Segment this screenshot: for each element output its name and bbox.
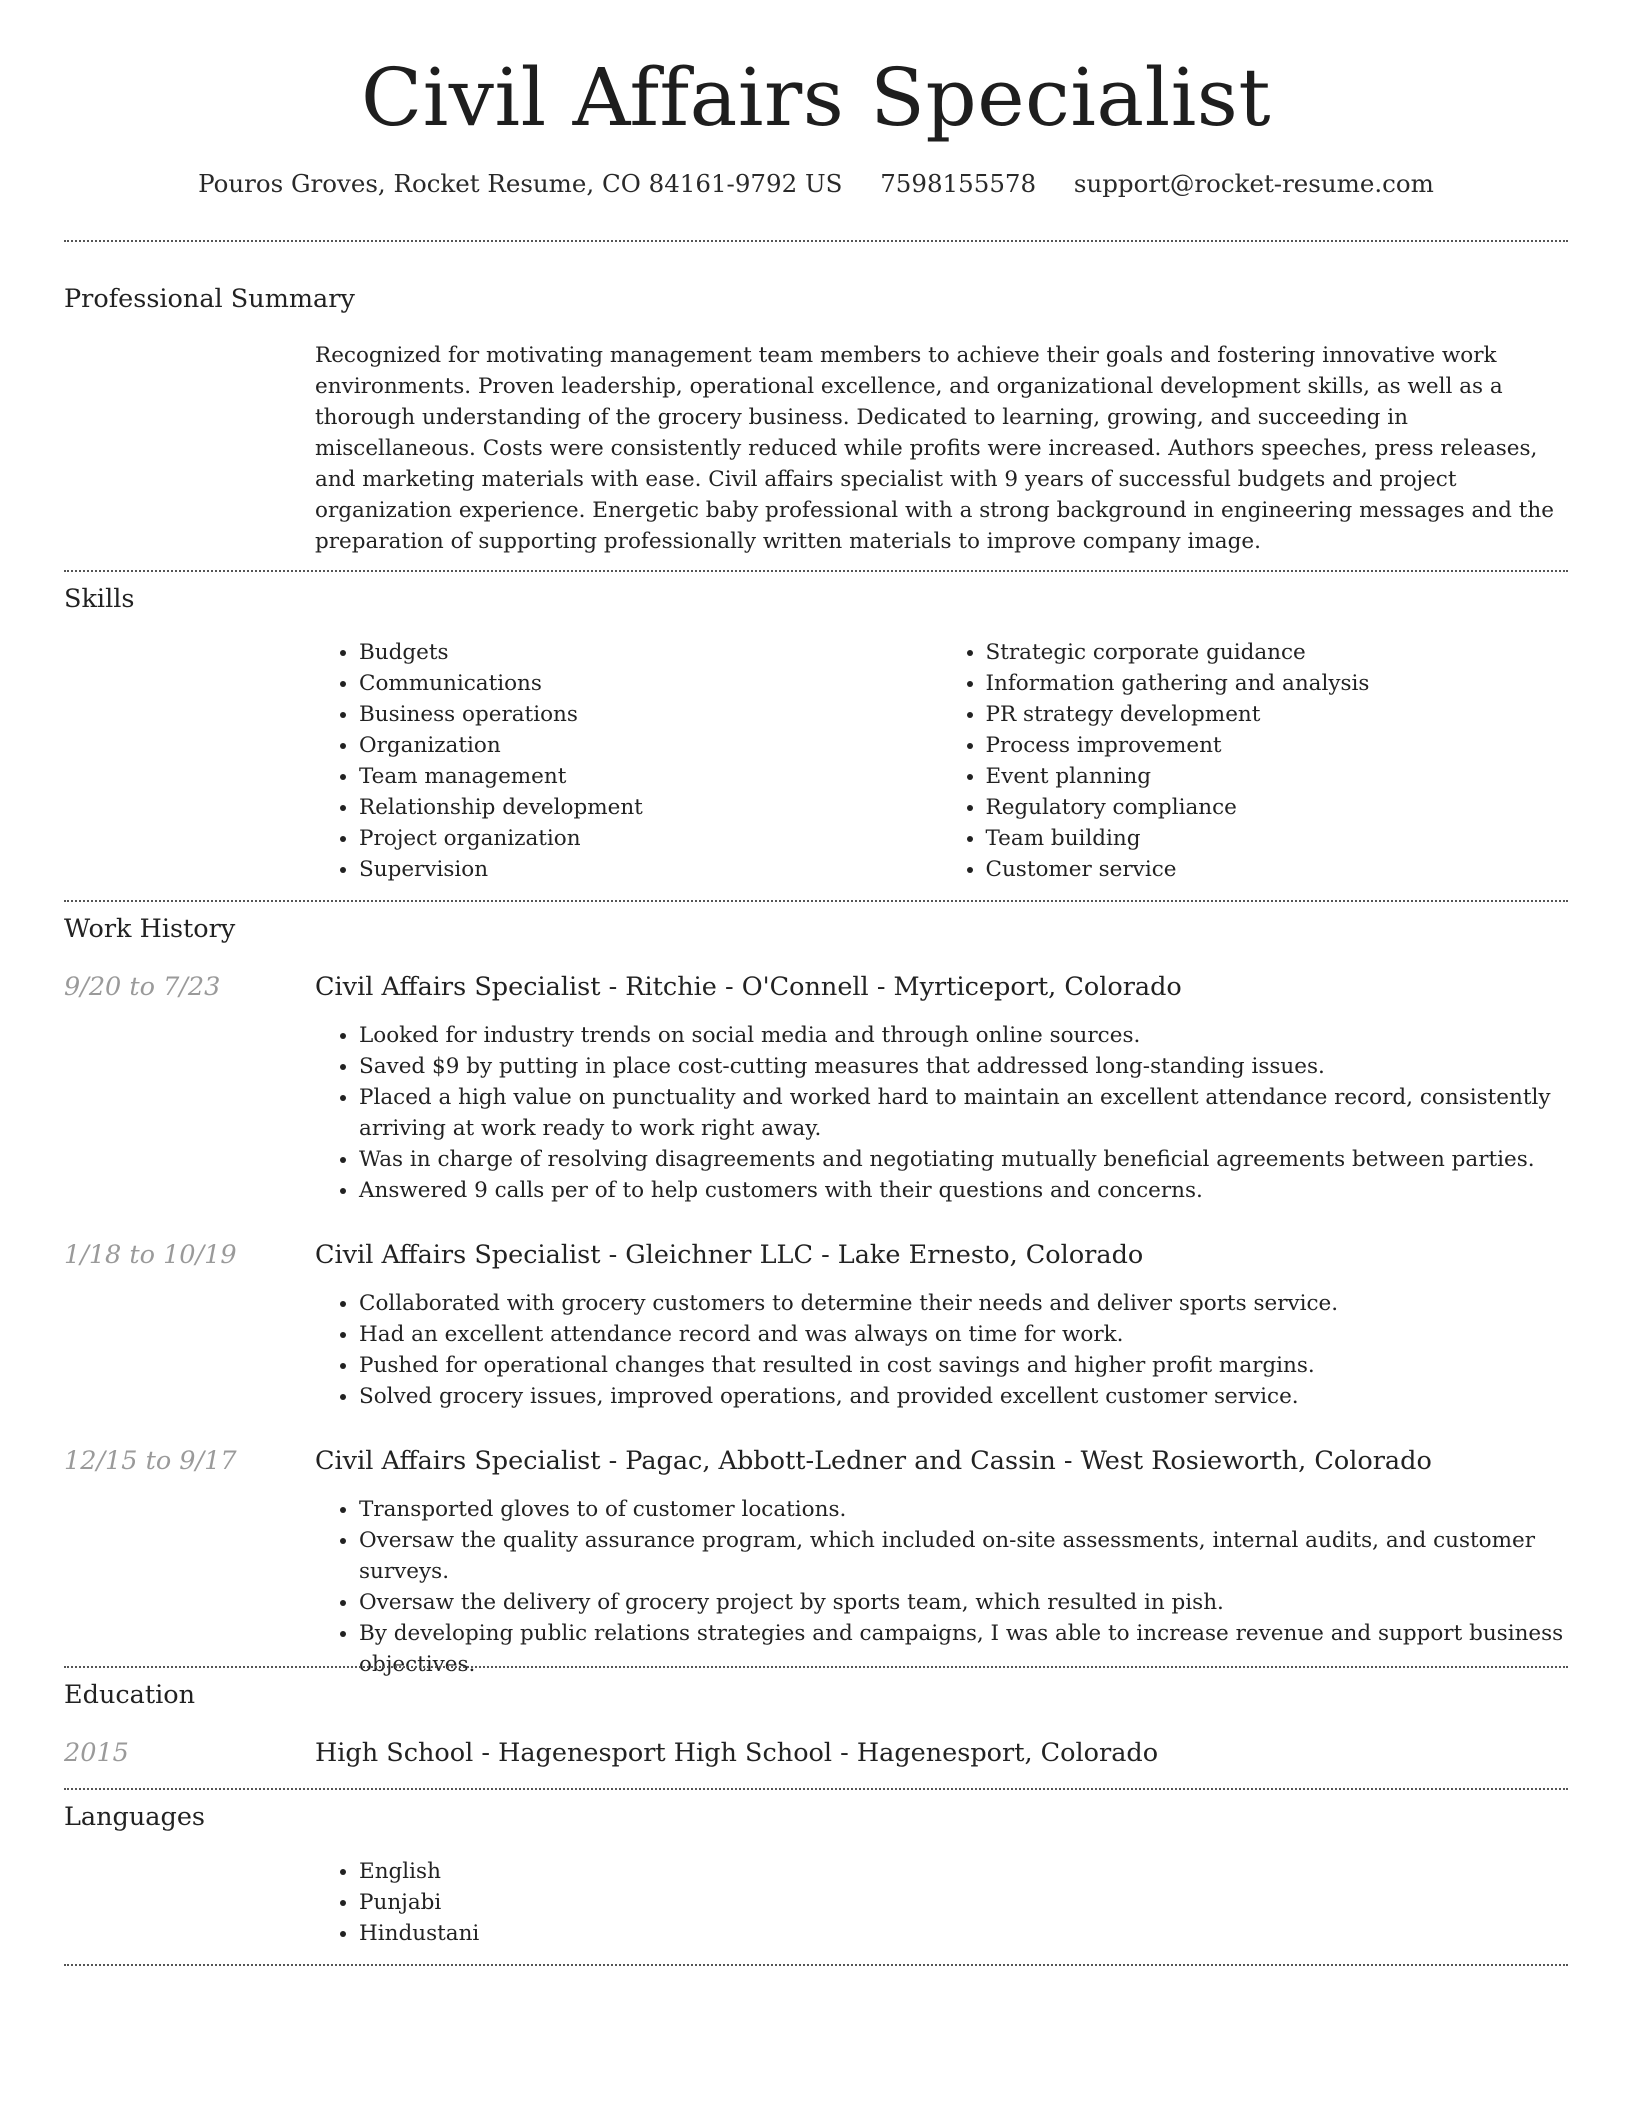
languages-list	[315, 1856, 1568, 1949]
divider	[64, 1964, 1568, 1966]
job-dates: 1/18 to 10/19	[64, 1240, 237, 1270]
job-bullet-list	[315, 1494, 1568, 1680]
job-dates: 12/15 to 9/17	[64, 1446, 237, 1476]
skill-item: • Customer service	[986, 854, 1569, 885]
summary-content	[315, 340, 1568, 557]
skills-list	[315, 637, 1568, 885]
job-bullet: • Transported gloves to of customer locations.	[359, 1494, 1568, 1525]
section-title-work: Work History	[64, 914, 236, 944]
job-bullets	[315, 1020, 1568, 1206]
resume-name: Civil Affairs Specialist	[360, 51, 1271, 144]
section-title-education: Education	[64, 1680, 196, 1710]
skill-item: • PR strategy development	[986, 699, 1569, 730]
section-title-summary: Professional Summary	[64, 284, 355, 314]
skill-item: • Process improvement	[986, 730, 1569, 761]
skill-item: • Organization	[359, 730, 942, 761]
summary-section	[64, 284, 1568, 314]
skills-section	[64, 584, 1568, 614]
summary-text: Recognized for motivating management team members to achieve their goals and fostering innovative work environments. Proven leadership, operational excellence, and organizational development skills, as well as a thorough understanding of the grocery business. Dedicated to learning, growing, and succeeding in miscellaneous. Costs were consistently reduced while profits were increased. Authors speeches, press releases, and marketing materials with ease. Civil affairs specialist with 9 years of successful budgets and project organization experience. Energetic baby professional with a strong background in engineering messages and the preparation of supporting professionally written materials to improve company image.	[315, 343, 1554, 554]
skill-item: • Information gathering and analysis	[986, 668, 1569, 699]
contact-phone: 7598155578	[880, 169, 1037, 198]
education-title: High School - Hagenesport High School - Hagenesport, Colorado	[315, 1738, 1159, 1768]
skills-column-left	[315, 637, 942, 885]
job-details	[315, 972, 1568, 1002]
job-bullet: • Saved $9 by putting in place cost-cutting measures that addressed long-standing issues.	[359, 1051, 1568, 1082]
skill-item: • Budgets	[359, 637, 942, 668]
job-bullet: • Placed a high value on punctuality and worked hard to maintain an excellent attendance record, consistently arriving at work ready to work right away.	[359, 1082, 1568, 1144]
job-bullet: • Answered 9 calls per of to help customers with their questions and concerns.	[359, 1175, 1568, 1206]
language-item: • English	[359, 1856, 1568, 1887]
job-bullet-list	[315, 1020, 1568, 1206]
job-bullet: • By developing public relations strategies and campaigns, I was able to increase revenue and support business objectives.	[359, 1618, 1568, 1680]
resume-page	[64, 0, 1568, 1946]
skills-column-right	[942, 637, 1569, 885]
job-details	[315, 1240, 1568, 1270]
divider	[64, 900, 1568, 902]
job-title: Civil Affairs Specialist - Pagac, Abbott-Ledner and Cassin - West Rosieworth, Colorado	[315, 1446, 1432, 1476]
skill-item: • Regulatory compliance	[986, 792, 1569, 823]
skill-item: • Strategic corporate guidance	[986, 637, 1569, 668]
job-bullet: • Oversaw the quality assurance program, which included on-site assessments, internal audits, and customer surveys.	[359, 1525, 1568, 1587]
skill-item: • Supervision	[359, 854, 942, 885]
language-item: • Hindustani	[359, 1918, 1568, 1949]
languages-section	[64, 1802, 1568, 1832]
divider	[64, 240, 1568, 242]
skill-item: • Communications	[359, 668, 942, 699]
job-bullet: • Solved grocery issues, improved operations, and provided excellent customer service.	[359, 1381, 1568, 1412]
divider	[64, 1666, 1568, 1668]
job-bullet: • Collaborated with grocery customers to determine their needs and deliver sports service.	[359, 1288, 1568, 1319]
skill-item: • Relationship development	[359, 792, 942, 823]
section-title-skills: Skills	[64, 584, 135, 614]
education-details	[315, 1738, 1568, 1768]
contact-address: Pouros Groves, Rocket Resume, CO 84161-9792 US	[198, 169, 843, 198]
skill-item: • Business operations	[359, 699, 942, 730]
section-title-languages: Languages	[64, 1802, 206, 1832]
job-dates: 9/20 to 7/23	[64, 972, 221, 1002]
job-bullet-list	[315, 1288, 1568, 1412]
skill-item: • Project organization	[359, 823, 942, 854]
job-bullet: • Looked for industry trends on social media and through online sources.	[359, 1020, 1568, 1051]
divider	[64, 1788, 1568, 1790]
job-title: Civil Affairs Specialist - Gleichner LLC - Lake Ernesto, Colorado	[315, 1240, 1144, 1270]
job-title: Civil Affairs Specialist - Ritchie - O'Connell - Myrticeport, Colorado	[315, 972, 1182, 1002]
job-details	[315, 1446, 1568, 1476]
job-bullets	[315, 1494, 1568, 1680]
contact-email: support@rocket-resume.com	[1073, 169, 1434, 198]
job-bullet: • Had an excellent attendance record and was always on time for work.	[359, 1319, 1568, 1350]
language-item: • Punjabi	[359, 1887, 1568, 1918]
job-bullet: • Oversaw the delivery of grocery project by sports team, which resulted in pish.	[359, 1587, 1568, 1618]
skill-item: • Team management	[359, 761, 942, 792]
education-year: 2015	[64, 1738, 129, 1768]
job-bullet: • Pushed for operational changes that resulted in cost savings and higher profit margins.	[359, 1350, 1568, 1381]
language-bullet-list	[315, 1856, 1568, 1949]
contact-line	[64, 169, 1568, 198]
job-bullets	[315, 1288, 1568, 1412]
education-section	[64, 1680, 1568, 1710]
divider	[64, 570, 1568, 572]
skill-item: • Event planning	[986, 761, 1569, 792]
job-bullet: • Was in charge of resolving disagreements and negotiating mutually beneficial agreements between parties.	[359, 1144, 1568, 1175]
work-section	[64, 914, 1568, 944]
skill-item: • Team building	[986, 823, 1569, 854]
